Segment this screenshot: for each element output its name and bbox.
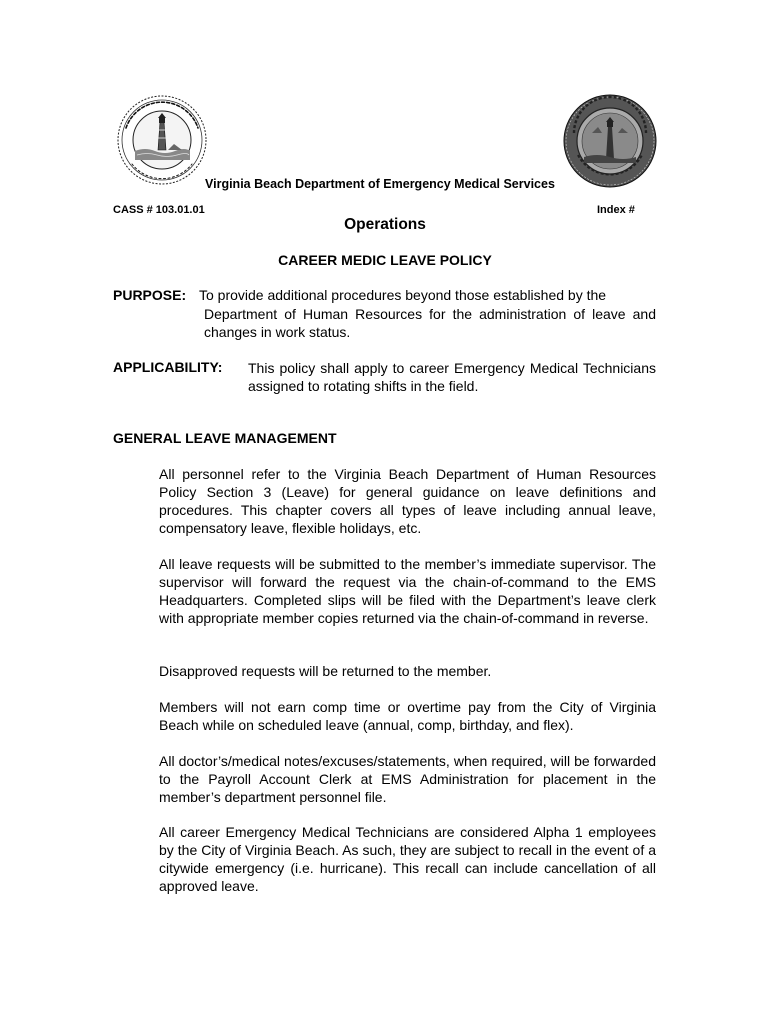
city-seal-icon bbox=[110, 94, 214, 186]
purpose-text: Department of Human Resources for the administration of leave and changes in work status. bbox=[204, 306, 656, 340]
ems-seal-icon bbox=[562, 93, 658, 189]
leave-paragraph: All doctor’s/medical notes/excuses/statements, when required, will be forwarded to the Payroll Account Clerk at EMS Administration for placement in the member’s department personnel file. bbox=[159, 753, 656, 805]
leave-paragraph: All personnel refer to the Virginia Beach Department of Human Resources Policy Section 3 (Leave) for general guidance on leave definitions and procedures. This chapter covers all types of leave including annual leave, compensatory leave, flexible holidays, etc. bbox=[159, 466, 656, 536]
purpose-label: PURPOSE: bbox=[113, 287, 187, 303]
applicability-text: This policy shall apply to career Emergency Medical Technicians assigned to rotating shifts in the field. bbox=[248, 360, 656, 394]
cass-number: CASS # 103.01.01 bbox=[113, 204, 205, 216]
leave-paragraph: Disapproved requests will be returned to the member. bbox=[159, 663, 492, 679]
policy-title: CAREER MEDIC LEAVE POLICY bbox=[278, 252, 492, 268]
department-name: Virginia Beach Department of Emergency Medical Services bbox=[205, 177, 555, 191]
leave-paragraph: Members will not earn comp time or overtime pay from the City of Virginia Beach while on scheduled leave (annual, comp, birthday, and flex). bbox=[159, 699, 656, 733]
leave-paragraph: All leave requests will be submitted to the member’s immediate supervisor. The supervisor will forward the request via the chain-of-command to the EMS Headquarters. Completed slips will be filed with the Department’s leave clerk with appropriate member copies returned via the chain-of-command in reverse. bbox=[159, 556, 656, 626]
purpose-text-line1: To provide additional procedures beyond those established by the bbox=[199, 287, 607, 303]
index-number: Index # bbox=[597, 204, 635, 216]
leave-paragraph: All career Emergency Medical Technicians are considered Alpha 1 employees by the City of Virginia Beach. As such, they are subject to recall in the event of a citywide emergency (i.e. hurricane). This recall can include cancellation of all approved leave. bbox=[159, 824, 656, 894]
applicability-label: APPLICABILITY: bbox=[113, 359, 223, 375]
section-title: Operations bbox=[344, 216, 426, 233]
general-leave-heading: GENERAL LEAVE MANAGEMENT bbox=[113, 430, 337, 446]
